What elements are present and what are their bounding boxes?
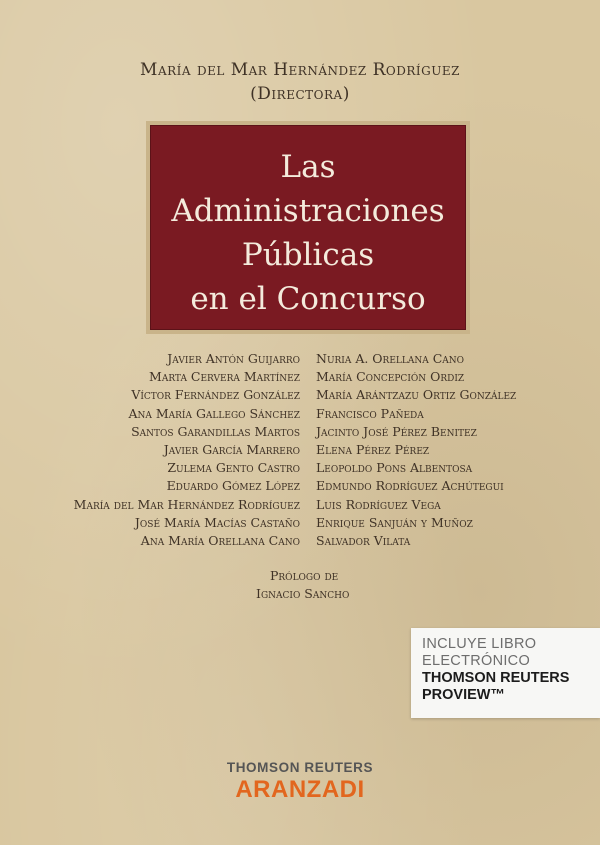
publisher-logo — [0, 760, 600, 804]
author-name: Salvador Vilata — [316, 533, 411, 549]
author-name: Elena Pérez Pérez — [316, 442, 430, 458]
author-name: Ana María Orellana Cano — [140, 533, 300, 549]
author-name: Luis Rodríguez Vega — [316, 496, 441, 512]
ebook-badge — [411, 628, 600, 718]
ebook-badge-line-4: PROVIEW™ — [422, 687, 505, 703]
prologue-credit — [256, 567, 349, 603]
author-name: Santos Garandillas Martos — [131, 423, 300, 439]
author-name: Edmundo Rodríguez Achútegui — [316, 478, 504, 494]
publisher-group: THOMSON REUTERS — [226, 760, 374, 775]
ebook-badge-line-3: THOMSON REUTERS — [422, 670, 570, 686]
authors-column-left — [74, 350, 300, 550]
director-name: María del Mar Hernández Rodríguez — [140, 60, 460, 80]
author-name: Ana María Gallego Sánchez — [128, 405, 300, 421]
author-name: Francisco Pañeda — [316, 405, 424, 421]
title-panel — [146, 121, 470, 334]
director-block — [0, 58, 600, 106]
author-name: Javier García Marrero — [163, 442, 300, 458]
author-name: Enrique Sanjuán y Muñoz — [316, 514, 473, 530]
author-name: María Concepción Ordiz — [316, 369, 465, 385]
author-name: Marta Cervera Martínez — [149, 369, 300, 385]
authors-column-right — [316, 350, 516, 550]
author-name: Nuria A. Orellana Cano — [316, 351, 465, 366]
author-name: Zulema Gento Castro — [167, 460, 300, 476]
title-line-2: Administraciones — [171, 193, 445, 229]
author-name: María del Mar Hernández Rodríguez — [73, 496, 300, 512]
ebook-badge-line-2: ELECTRÓNICO — [422, 653, 531, 669]
title-line-3: Públicas — [241, 237, 375, 273]
author-name: Leopoldo Pons Albentosa — [316, 460, 473, 476]
publisher-imprint: ARANZADI — [235, 776, 365, 803]
author-name: Eduardo Gómez López — [166, 478, 300, 494]
author-name: Javier Antón Guijarro — [167, 351, 300, 366]
ebook-badge-line-1: INCLUYE LIBRO — [422, 636, 537, 652]
title-line-4: en el Concurso — [190, 281, 426, 317]
author-name: Víctor Fernández González — [131, 387, 300, 403]
author-name: Jacinto José Pérez Benitez — [316, 423, 477, 439]
director-role: (Directora) — [250, 84, 350, 104]
author-name: María Arántzazu Ortiz González — [316, 387, 517, 403]
prologue-author: Ignacio Sancho — [256, 586, 350, 601]
author-name: José María Macías Castaño — [134, 514, 300, 530]
title-line-1: Las — [280, 149, 336, 185]
prologue-label: Prólogo de — [270, 568, 339, 583]
book-title — [150, 145, 466, 321]
